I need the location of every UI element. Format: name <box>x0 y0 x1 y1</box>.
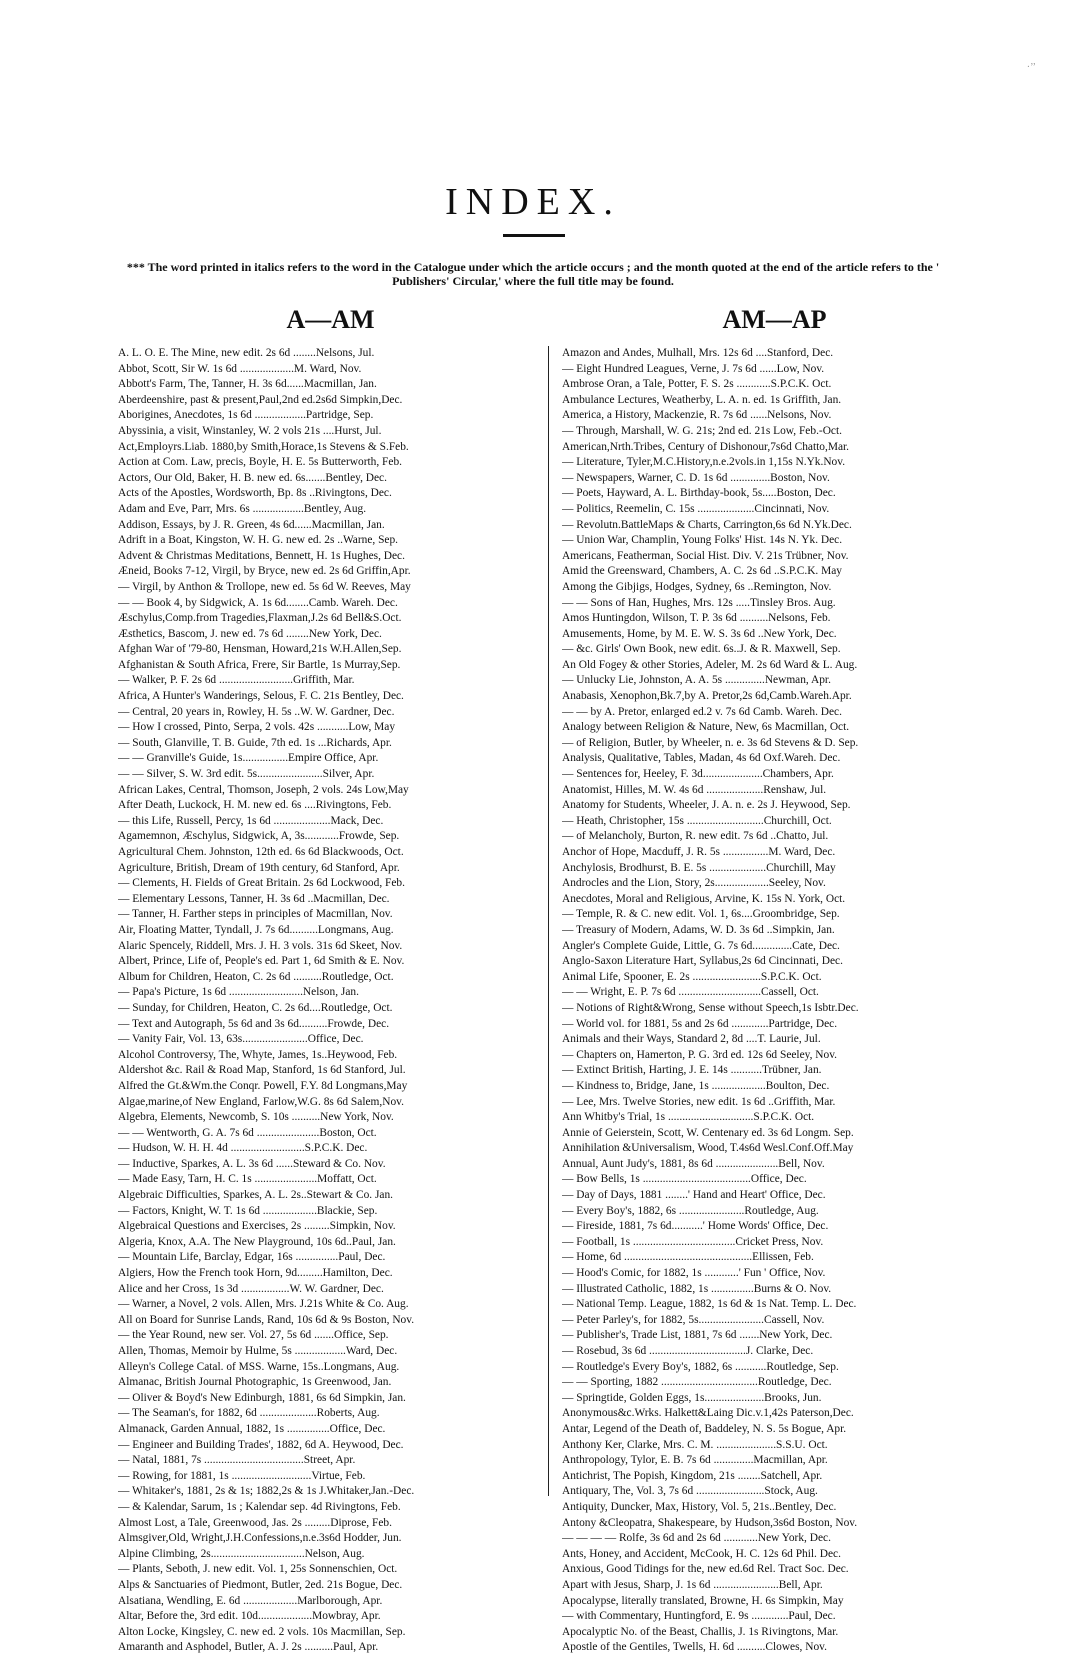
index-entry: — South, Glanville, T. B. Guide, 7th ed. 1s ...Richards, Apr. <box>118 736 392 749</box>
index-entry: Antar, Legend of the Death of, Baddeley, N. S. 5s Bogue, Apr. <box>562 1422 847 1435</box>
index-entry: — — by A. Pretor, enlarged ed.2 v. 7s 6d Camb. Wareh. Dec. <box>562 705 842 718</box>
index-entry: — Sentences for, Heeley, F. 3d.....................Chambers, Apr. <box>562 768 834 781</box>
index-entry: — Natal, 1881, 7s ...................................Street, Apr. <box>118 1454 356 1467</box>
index-entry: — Publisher's, Trade List, 1881, 7s 6d .......New York, Dec. <box>562 1329 833 1342</box>
index-entry: Anatomist, Hilles, M. W. 4s 6d ....................Renshaw, Jul. <box>562 783 827 796</box>
index-entry: — Factors, Knight, W. T. 1s 6d ...................Blackie, Sep. <box>118 1204 378 1217</box>
index-entry: — Football, 1s ....................................Cricket Press, Nov. <box>562 1235 824 1248</box>
title-rule <box>503 234 565 237</box>
index-entry: — Every Boy's, 1882, 6s .......................Routledge, Aug. <box>562 1204 819 1217</box>
index-entry: Alsatiana, Wendling, E. 6d ...................Marlborough, Apr. <box>118 1594 383 1607</box>
index-entry: Ants, Honey, and Accident, McCook, H. C. 12s 6d Phil. Dec. <box>562 1547 841 1560</box>
index-entry: Agamemnon, Æschylus, Sidgwick, A, 3s............Frowde, Sep. <box>118 830 400 843</box>
corner-mark: ·’’ <box>1026 62 1036 73</box>
index-entry: Anchylosis, Brodhurst, B. E. 5s ....................Churchill, May <box>562 861 836 874</box>
index-entry: Almanac, British Journal Photographic, 1s Greenwood, Jan. <box>118 1376 392 1389</box>
index-entry: Agricultural Chem. Johnston, 12th ed. 6s 6d Blackwoods, Oct. <box>118 846 404 858</box>
index-entry: Abyssinia, a visit, Winstanley, W. 2 vols 21s ....Hurst, Jul. <box>118 424 382 437</box>
index-entry: Anonymous&c.Wrks. Halkett&Laing Dic.v.1,42s Paterson,Dec. <box>562 1407 854 1420</box>
index-entry: Apostle of the Gentiles, Twells, H. 6d ..........Clowes, Nov. <box>562 1641 827 1654</box>
index-entry: — Rosebud, 3s 6d ..................................J. Clarke, Dec. <box>562 1345 814 1357</box>
index-entry: — Newspapers, Warner, C. D. 1s 6d ..............Boston, Nov. <box>562 471 830 484</box>
index-entry: — — — — Rolfe, 3s 6d and 2s 6d ............New York, Dec. <box>562 1532 831 1545</box>
index-entry: Aldershot &c. Rail & Road Map, Stanford, 1s 6d Stanford, Jul. <box>118 1064 406 1077</box>
index-entry: — of Melancholy, Burton, R. new edit. 7s 6d ..Chatto, Jul. <box>562 830 829 843</box>
index-entry: Actors, Our Old, Baker, H. B. new ed. 6s.......Bentley, Dec. <box>118 471 387 484</box>
index-entry: — Hood's Comic, for 1882, 1s ............' Fun ' Office, Nov. <box>562 1267 826 1280</box>
index-entry: — with Commentary, Huntingford, E. 9s .............Paul, Dec. <box>562 1610 836 1623</box>
index-entry: — Chapters on, Hamerton, P. G. 3rd ed. 12s 6d Seeley, Nov. <box>562 1048 838 1061</box>
index-entry: — Politics, Reemelin, C. 15s ....................Cincinnati, Nov. <box>562 502 830 515</box>
index-entry: — Fireside, 1881, 7s 6d...........' Home Words' Office, Dec. <box>562 1220 829 1233</box>
index-entry: Animals and their Ways, Standard 2, 8d ....T. Laurie, Jul. <box>562 1033 821 1046</box>
index-entry: — — Sporting, 1882 ..................................Routledge, Dec. <box>562 1376 832 1389</box>
index-entry: — Papa's Picture, 1s 6d ..........................Nelson, Jan. <box>118 986 359 999</box>
index-entry: — Eight Hundred Leagues, Verne, J. 7s 6d ......Low, Nov. <box>562 362 825 375</box>
index-entry: — — Silver, S. W. 3rd edit. 5s.......................Silver, Apr. <box>118 768 375 781</box>
index-entry: — Home, 6d .............................................Ellissen, Feb. <box>562 1251 814 1264</box>
index-entry: — Extinct British, Harting, J. E. 14s ...........Trübner, Jan. <box>562 1064 822 1077</box>
index-entry: — Hudson, W. H. H. 4d ..........................S.P.C.K. Dec. <box>118 1142 368 1155</box>
index-entry: Alpine Climbing, 2s.................................Nelson, Aug. <box>118 1547 365 1560</box>
index-entry: American,Nrth.Tribes, Century of Dishonour,7s6d Chatto,Mar. <box>562 440 850 453</box>
index-entry: Algebraical Questions and Exercises, 2s .........Simpkin, Nov. <box>118 1220 396 1233</box>
index-entry: Amaranth and Asphodel, Butler, A. J. 2s ..........Paul, Apr. <box>118 1641 379 1654</box>
index-entry: Among the Gibjigs, Hodges, Sydney, 6s ..Remington, Nov. <box>562 580 832 593</box>
index-entry: Anxious, Good Tidings for the, new ed.6d Rel. Tract Soc. Dec. <box>562 1563 849 1576</box>
index-entry: — Routledge's Every Boy's, 1882, 6s ...........Routledge, Sep. <box>562 1360 839 1373</box>
index-entry: Algebra, Elements, Newcomb, S. 10s ..........New York, Nov. <box>118 1111 394 1124</box>
index-entry: — The Seaman's, for 1882, 6d ....................Roberts, Aug. <box>118 1407 380 1420</box>
index-entry: Americans, Featherman, Social Hist. Div. V. 21s Trübner, Nov. <box>562 549 849 562</box>
index-note: *** The word printed in italics refers to the word in the Catalogue under which the article occurs ; and the month quoted at the end of the article refers to the ' Publishers' Circular,' where the full title may be found. <box>126 260 940 288</box>
index-entry: — Bow Bells, 1s ......................................Office, Dec. <box>562 1173 807 1186</box>
index-entry: — Unlucky Lie, Johnston, A. A. 5s ..............Newman, Apr. <box>562 674 831 687</box>
index-entry: Analysis, Qualitative, Tables, Madan, 4s 6d Oxf.Wareh. Dec. <box>562 752 841 765</box>
index-entry: Anthony Ker, Clarke, Mrs. C. M. .....................S.S.U. Oct. <box>562 1438 828 1451</box>
index-entry: Annual, Aunt Judy's, 1881, 8s 6d ......................Bell, Nov. <box>562 1157 825 1170</box>
index-entry: — — Book 4, by Sidgwick, A. 1s 6d........Camb. Wareh. Dec. <box>118 596 398 609</box>
column-divider <box>548 346 549 1496</box>
index-entry: — Vanity Fair, Vol. 13, 63s.......................Office, Dec. <box>118 1033 364 1046</box>
index-entry: Amos Huntingdon, Wilson, T. P. 3s 6d ..........Nelsons, Feb. <box>562 612 831 625</box>
index-entry: Abbott's Farm, The, Tanner, H. 3s 6d......Macmillan, Jan. <box>118 378 377 391</box>
index-entry: Afghan War of '79-80, Hensman, Howard,21s W.H.Allen,Sep. <box>118 643 402 656</box>
index-entry: Africa, A Hunter's Wanderings, Selous, F. C. 21s Bentley, Dec. <box>118 690 404 703</box>
index-entry: — the Year Round, new ser. Vol. 27, 5s 6d .......Office, Sep. <box>118 1329 389 1342</box>
index-entry: — Through, Marshall, W. G. 21s; 2nd ed. 21s Low, Feb.-Oct. <box>562 424 842 437</box>
index-entry: — Lee, Mrs. Twelve Stories, new edit. 1s 6d ..Griffith, Mar. <box>562 1095 836 1108</box>
index-entry: Anthropology, Tylor, E. B. 7s 6d ..............Macmillan, Apr. <box>562 1454 828 1467</box>
index-entry: America, a History, Mackenzie, R. 7s 6d ......Nelsons, Nov. <box>562 409 832 422</box>
index-entry: Act,Employrs.Liab. 1880,by Smith,Horace,1s Stevens & S.Feb. <box>118 440 409 453</box>
index-entry: — Union War, Champlin, Young Folks' Hist. 14s N. Yk. Dec. <box>562 534 843 547</box>
index-entry: — Tanner, H. Farther steps in principles of Macmillan, Nov. <box>118 908 393 921</box>
index-entry: Annihilation &Universalism, Wood, T.4s6d Wesl.Conf.Off.May <box>562 1142 854 1155</box>
index-entry: Almsgiver,Old, Wright,J.H.Confessions,n.e.3s6d Hodder, Jun. <box>118 1532 402 1545</box>
index-entry: Antichrist, The Popish, Kingdom, 21s ........Satchell, Apr. <box>562 1469 823 1482</box>
index-entry: — Rowing, for 1881, 1s ............................Virtue, Feb. <box>118 1469 366 1482</box>
index-entry: Antiquary, The, Vol. 3, 7s 6d ........................Stock, Aug. <box>562 1485 818 1498</box>
index-entry: Animal Life, Spooner, E. 2s ........................S.P.C.K. Oct. <box>562 970 822 983</box>
index-entry: — & Kalendar, Sarum, 1s ; Kalendar sep. 4d Rivingtons, Feb. <box>118 1500 401 1513</box>
index-entry: Amusements, Home, by M. E. W. S. 3s 6d ..New York, Dec. <box>562 627 837 640</box>
index-entry: — Springtide, Golden Eggs, 1s.....................Brooks, Jun. <box>562 1391 822 1404</box>
index-entry: — Warner, a Novel, 2 vols. Allen, Mrs. J.21s White & Co. Aug. <box>118 1298 409 1311</box>
index-entry: Algeria, Knox, A.A. The New Playground, 10s 6d..Paul, Jan. <box>118 1235 396 1248</box>
index-entry: — — Wentworth, G. A. 7s 6d ......................Boston, Oct. <box>118 1126 377 1139</box>
index-entry: Analogy between Religion & Nature, New, 6s Macmillan, Oct. <box>562 721 850 734</box>
index-entry: Annie of Geierstein, Scott, W. Centenary ed. 3s 6d Longm. Sep. <box>562 1126 854 1139</box>
index-entry: Anatomy for Students, Wheeler, J. A. n. e. 2s J. Heywood, Sep. <box>562 799 851 812</box>
index-entry: Ambulance Lectures, Weatherby, L. A. n. ed. 1s Griffith, Jan. <box>562 393 842 406</box>
index-entry: Allen, Thomas, Memoir by Hulme, 5s ..................Ward, Dec. <box>118 1345 398 1357</box>
index-entry: — Central, 20 years in, Rowley, H. 5s ..W. W. Gardner, Dec. <box>118 705 395 718</box>
index-entry: Acts of the Apostles, Wordsworth, Bp. 8s ..Rivingtons, Dec. <box>118 487 392 500</box>
index-entry: — Day of Days, 1881 ........' Hand and Heart' Office, Dec. <box>562 1189 826 1202</box>
index-entry: — Peter Parley's, for 1882, 5s.......................Cassell, Nov. <box>562 1313 825 1326</box>
index-entry: African Lakes, Central, Thomson, Joseph, 2 vols. 24s Low,May <box>118 783 409 796</box>
index-entry: Algae,marine,of New England, Farlow,W.G. 8s 6d Salem,Nov. <box>118 1095 404 1108</box>
index-entry: Alfred the Gt.&Wm.the Conqr. Powell, F.Y. 8d Longmans,May <box>118 1079 408 1092</box>
index-entry: Ambrose Oran, a Tale, Potter, F. S. 2s ............S.P.C.K. Oct. <box>562 378 832 391</box>
index-entry: Alice and her Cross, 1s 3d .................W. W. Gardner, Dec. <box>118 1282 384 1295</box>
index-entry: — this Life, Russell, Percy, 1s 6d ....................Mack, Dec. <box>118 814 384 827</box>
index-entry: Advent & Christmas Meditations, Bennett, H. 1s Hughes, Dec. <box>118 549 405 562</box>
index-entry: Alleyn's College Catal. of MSS. Warne, 15s..Longmans, Aug. <box>118 1360 400 1373</box>
index-entry: — Kindness to, Bridge, Jane, 1s ...................Boulton, Dec. <box>562 1079 830 1092</box>
index-entry: Aborigines, Anecdotes, 1s 6d ..................Partridge, Sep. <box>118 409 374 422</box>
index-entry: After Death, Luckock, H. M. new ed. 6s ....Rivingtons, Feb. <box>118 799 392 812</box>
index-entry: Algiers, How the French took Horn, 9d.........Hamilton, Dec. <box>118 1267 393 1280</box>
index-entry: Amid the Greensward, Chambers, A. C. 2s 6d ..S.P.C.K. May <box>562 565 843 578</box>
index-entry: Addison, Essays, by J. R. Green, 4s 6d......Macmillan, Jan. <box>118 518 385 531</box>
index-entry: Adrift in a Boat, Kingston, W. H. G. new ed. 2s ..Warne, Sep. <box>118 534 399 547</box>
index-entry: Æneid, Books 7-12, Virgil, by Bryce, new ed. 2s 6d Griffin,Apr. <box>118 565 411 578</box>
index-entry: — Notions of Right&Wrong, Sense without Speech,1s Isbtr.Dec. <box>562 1001 859 1014</box>
index-entry: Air, Floating Matter, Tyndall, J. 7s 6d..........Longmans, Aug. <box>118 923 394 936</box>
index-entry: Angler's Complete Guide, Little, G. 7s 6d..............Cate, Dec. <box>562 939 840 952</box>
index-entry: Algebraic Difficulties, Sparkes, A. L. 2s..Stewart & Co. Jan. <box>118 1189 394 1202</box>
index-entry: Æschylus,Comp.from Tragedies,Flaxman,J.2s 6d Bell&S.Oct. <box>118 612 402 625</box>
index-entry: — Temple, R. & C. new edit. Vol. 1, 6s....Groombridge, Sep. <box>562 908 840 921</box>
index-entry: — National Temp. League, 1882, 1s 6d & 1s Nat. Temp. L. Dec. <box>562 1298 857 1311</box>
index-entry: Apocalyptic No. of the Beast, Challis, J. 1s Rivingtons, Mar. <box>562 1625 839 1638</box>
index-entry: Alton Locke, Kingsley, C. new ed. 2 vols. 10s Macmillan, Sep. <box>118 1625 406 1638</box>
index-entry: — Mountain Life, Barclay, Edgar, 16s ...............Paul, Dec. <box>118 1251 386 1264</box>
index-entry: — Made Easy, Tarn, H. C. 1s ......................Moffatt, Oct. <box>118 1173 377 1186</box>
left-column <box>118 346 543 1656</box>
index-entry: Antony &Cleopatra, Shakespeare, by Hudson,3s6d Boston, Nov. <box>562 1516 858 1529</box>
index-entry: — Clements, H. Fields of Great Britain. 2s 6d Lockwood, Feb. <box>118 877 405 890</box>
index-entry: Androcles and the Lion, Story, 2s...................Seeley, Nov. <box>562 877 826 890</box>
index-entry: — Whitaker's, 1881, 2s & 1s; 1882,2s & 1s J.Whitaker,Jan.-Dec. <box>118 1485 415 1498</box>
index-entry: Ann Whitby's Trial, 1s ..............................S.P.C.K. Oct. <box>562 1111 815 1124</box>
index-entry: — Treasury of Modern, Adams, W. D. 3s 6d ..Simpkin, Jan. <box>562 923 835 936</box>
index-entry: — Oliver & Boyd's New Edinburgh, 1881, 6s 6d Simpkin, Jan. <box>118 1391 406 1404</box>
index-entry: — &c. Girls' Own Book, new edit. 6s..J. & R. Maxwell, Sep. <box>562 643 841 656</box>
index-entry: — Engineer and Building Trades', 1882, 6d A. Heywood, Dec. <box>118 1438 404 1451</box>
index-entry: Action at Com. Law, precis, Boyle, H. E. 5s Butterworth, Feb. <box>118 456 402 469</box>
index-entry: Antiquity, Duncker, Max, History, Vol. 5, 21s..Bentley, Dec. <box>562 1500 837 1513</box>
index-entry: Afghanistan & South Africa, Frere, Sir Bartle, 1s Murray,Sep. <box>118 658 401 671</box>
index-entry: Albert, Prince, Life of, People's ed. Part 1, 6d Smith & E. Nov. <box>118 955 405 968</box>
index-entry: Adam and Eve, Parr, Mrs. 6s ..................Bentley, Aug. <box>118 502 367 515</box>
page-title: INDEX. <box>445 181 621 223</box>
index-entry: — Illustrated Catholic, 1882, 1s ...............Burns & O. Nov. <box>562 1282 832 1295</box>
index-entry: Alcohol Controversy, The, Whyte, James, 1s..Heywood, Feb. <box>118 1048 398 1061</box>
index-entry: All on Board for Sunrise Lands, Rand, 10s 6d & 9s Boston, Nov. <box>118 1313 415 1326</box>
index-entry: — How I crossed, Pinto, Serpa, 2 vols. 42s ...........Low, May <box>118 721 396 734</box>
index-entry: — Revolutn.BattleMaps & Charts, Carrington,6s 6d N.Yk.Dec. <box>562 518 852 531</box>
index-entry: — Text and Autograph, 5s 6d and 3s 6d..........Frowde, Dec. <box>118 1017 390 1030</box>
index-entry: Alps & Sanctuaries of Piedmont, Butler, 2ed. 21s Bogue, Dec. <box>118 1578 403 1591</box>
index-entry: — World vol. for 1881, 5s and 2s 6d .............Partridge, Dec. <box>562 1017 838 1030</box>
index-entry: — Virgil, by Anthon & Trollope, new ed. 5s 6d W. Reeves, May <box>118 580 411 593</box>
index-entry: Almost Lost, a Tale, Greenwood, Jas. 2s .........Diprose, Feb. <box>118 1516 392 1529</box>
index-entry: Almanack, Garden Annual, 1882, 1s ...............Office, Dec. <box>118 1422 386 1435</box>
right-column <box>562 346 987 1656</box>
index-entry: — of Religion, Butler, by Wheeler, n. e. 3s 6d Stevens & D. Sep. <box>562 736 859 749</box>
index-entry: — — Wright, E. P. 7s 6d .............................Cassell, Oct. <box>562 986 819 999</box>
index-entry: Anglo-Saxon Literature Hart, Syllabus,2s 6d Cincinnati, Dec. <box>562 955 843 968</box>
index-entry: — Inductive, Sparkes, A. L. 3s 6d ......Steward & Co. Nov. <box>118 1157 386 1170</box>
index-entry: Abbot, Scott, Sir W. 1s 6d ...................M. Ward, Nov. <box>118 362 362 375</box>
index-entry: — Literature, Tyler,M.C.History,n.e.2vols.in 1,15s N.Yk.Nov. <box>562 456 846 469</box>
index-entry: A. L. O. E. The Mine, new edit. 2s 6d ........Nelsons, Jul. <box>118 347 375 359</box>
index-entry: Anecdotes, Moral and Religious, Arvine, K. 15s N. York, Oct. <box>562 892 846 905</box>
index-entry: — — Sons of Han, Hughes, Mrs. 12s .....Tinsley Bros. Aug. <box>562 596 836 609</box>
index-entry: Æsthetics, Bascom, J. new ed. 7s 6d ........New York, Dec. <box>118 627 382 640</box>
index-entry: Apart with Jesus, Sharp, J. 1s 6d .......................Bell, Apr. <box>562 1578 823 1591</box>
index-entry: — Walker, P. F. 2s 6d ..........................Griffith, Mar. <box>118 674 355 687</box>
left-column-heading: A—AM <box>286 305 375 334</box>
index-entry: Aberdeenshire, past & present,Paul,2nd ed.2s6d Simpkin,Dec. <box>118 393 403 406</box>
index-entry: — Heath, Christopher, 15s ...........................Churchill, Oct. <box>562 814 832 827</box>
index-entry: Anabasis, Xenophon,Bk.7,by A. Pretor,2s 6d,Camb.Wareh.Apr. <box>562 690 852 703</box>
index-entry: — Elementary Lessons, Tanner, H. 3s 6d ..Macmillan, Dec. <box>118 892 390 905</box>
index-entry: — Sunday, for Children, Heaton, C. 2s 6d....Routledge, Oct. <box>118 1001 393 1014</box>
index-entry: Agriculture, British, Dream of 19th century, 6d Stanford, Apr. <box>118 861 400 874</box>
index-entry: Apocalypse, literally translated, Browne, H. 6s Simpkin, May <box>562 1594 844 1607</box>
index-entry: Altar, Before the, 3rd edit. 10d...................Mowbray, Apr. <box>118 1610 381 1623</box>
index-entry: Album for Children, Heaton, C. 2s 6d ..........Routledge, Oct. <box>118 970 394 983</box>
index-entry: Amazon and Andes, Mulhall, Mrs. 12s 6d ....Stanford, Dec. <box>562 347 834 359</box>
index-entry: — Poets, Hayward, A. L. Birthday-book, 5s.....Boston, Dec. <box>562 487 836 500</box>
index-entry: Alaric Spencely, Riddell, Mrs. J. H. 3 vols. 31s 6d Skeet, Nov. <box>118 939 403 952</box>
index-entry: An Old Fogey & other Stories, Adeler, M. 2s 6d Ward & L. Aug. <box>562 658 858 671</box>
index-entry: — — Granville's Guide, 1s................Empire Office, Apr. <box>118 752 379 765</box>
index-entry: — Plants, Seboth, J. new edit. Vol. 1, 25s Sonnenschien, Oct. <box>118 1563 398 1576</box>
right-column-heading: AM—AP <box>722 305 827 334</box>
index-entry: Anchor of Hope, Macduff, J. R. 5s ................M. Ward, Dec. <box>562 846 836 858</box>
